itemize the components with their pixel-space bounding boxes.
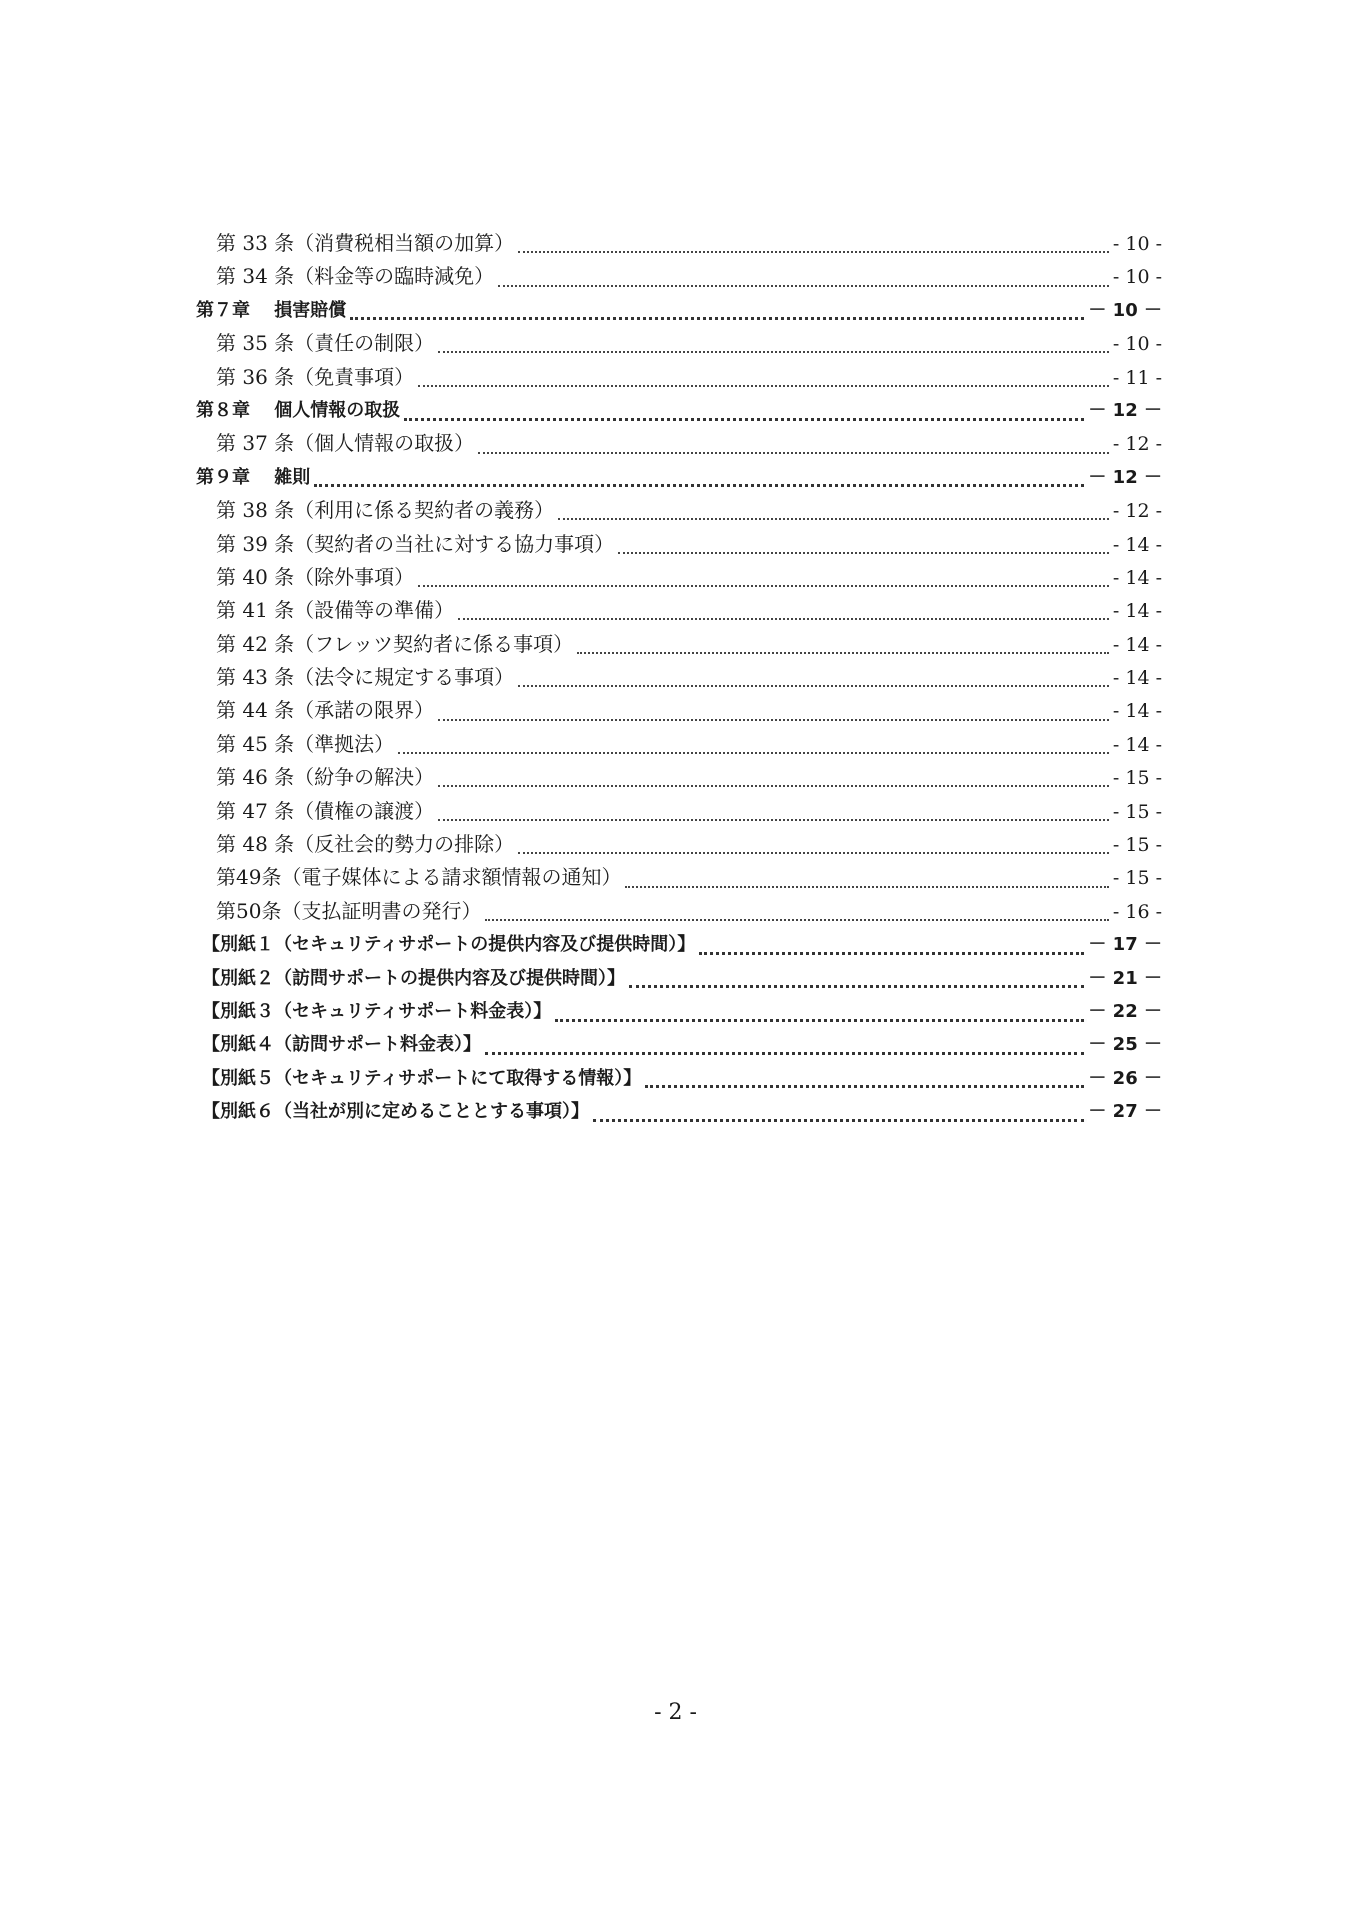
toc-entry-appendix-5[interactable]	[196, 1062, 1162, 1095]
toc-entry-label: 第 46 条（紛争の解決）	[216, 765, 435, 790]
dot-leader	[438, 818, 1109, 821]
toc-entry-article-43[interactable]	[196, 661, 1162, 694]
toc-entry-page: － 12 －	[1088, 399, 1162, 421]
toc-entry-chapter-8[interactable]	[196, 394, 1162, 427]
toc-entry-label: 第 38 条（利用に係る契約者の義務）	[216, 498, 555, 523]
toc-entry-label: 第７章 損害賠償	[196, 299, 347, 321]
toc-entry-page: - 14 -	[1112, 533, 1162, 556]
dot-leader	[577, 651, 1109, 654]
dot-leader	[485, 918, 1108, 921]
dot-leader	[558, 517, 1109, 520]
dot-leader	[438, 718, 1109, 721]
toc-entry-label: 【別紙１（セキュリティサポートの提供内容及び提供時間）】	[202, 934, 696, 956]
toc-entry-article-41[interactable]	[196, 594, 1162, 627]
toc-entry-label: 第 48 条（反社会的勢力の排除）	[216, 832, 515, 857]
dot-leader	[485, 1051, 1084, 1055]
dot-leader	[404, 417, 1084, 421]
toc-entry-label: 第 34 条（料金等の臨時減免）	[216, 264, 495, 289]
toc-entry-article-42[interactable]	[196, 628, 1162, 661]
toc-entry-page: － 27 －	[1088, 1101, 1162, 1123]
toc-entry-page: - 12 -	[1112, 433, 1162, 456]
dot-leader	[629, 984, 1084, 988]
toc-entry-page: - 15 -	[1112, 834, 1162, 857]
toc-entry-label: 第 39 条（契約者の当社に対する協力事項）	[216, 531, 615, 556]
table-of-contents	[196, 227, 1162, 1129]
dot-leader	[438, 350, 1109, 353]
dot-leader	[618, 551, 1109, 554]
toc-entry-label: 第 41 条（設備等の準備）	[216, 598, 455, 623]
toc-entry-label: 第 42 条（フレッツ契約者に係る事項）	[216, 631, 574, 656]
dot-leader	[699, 951, 1084, 955]
toc-entry-page: － 10 －	[1088, 299, 1162, 321]
toc-entry-page: － 12 －	[1088, 466, 1162, 488]
toc-entry-page: - 16 -	[1112, 900, 1162, 923]
toc-entry-label: 【別紙２（訪問サポートの提供内容及び提供時間）】	[202, 967, 625, 989]
toc-entry-appendix-4[interactable]	[196, 1028, 1162, 1061]
dot-leader	[555, 1018, 1084, 1022]
toc-entry-label: 第 45 条（準拠法）	[216, 731, 395, 756]
toc-entry-appendix-2[interactable]	[196, 962, 1162, 995]
toc-entry-page: - 12 -	[1112, 500, 1162, 523]
toc-entry-label: 第 33 条（消費税相当額の加算）	[216, 231, 515, 255]
toc-entry-appendix-1[interactable]	[196, 928, 1162, 961]
toc-entry-chapter-9[interactable]	[196, 461, 1162, 494]
dot-leader	[418, 584, 1109, 587]
dot-leader	[518, 250, 1109, 253]
toc-entry-article-36[interactable]	[196, 361, 1162, 394]
dot-leader	[518, 684, 1109, 687]
toc-entry-label: 第８章 個人情報の取扱	[196, 399, 401, 421]
toc-entry-article-48[interactable]	[196, 828, 1162, 861]
toc-entry-appendix-3[interactable]	[196, 995, 1162, 1028]
toc-entry-page: - 14 -	[1112, 600, 1162, 623]
dot-leader	[350, 316, 1084, 320]
toc-entry-article-45[interactable]	[196, 728, 1162, 761]
toc-entry-page: - 10 -	[1112, 266, 1162, 289]
toc-entry-label: 第 37 条（個人情報の取扱）	[216, 431, 475, 456]
toc-entry-article-50[interactable]	[196, 895, 1162, 928]
toc-entry-page: - 14 -	[1112, 633, 1162, 656]
toc-entry-label: 第 47 条（債権の譲渡）	[216, 798, 435, 823]
toc-entry-page: － 21 －	[1088, 967, 1162, 989]
toc-entry-label: 【別紙３（セキュリティサポート料金表）】	[202, 1000, 552, 1022]
toc-entry-label: 第 44 条（承諾の限界）	[216, 698, 435, 723]
dot-leader	[518, 851, 1109, 854]
toc-entry-label: 第49条（電子媒体による請求額情報の通知）	[216, 865, 622, 890]
toc-entry-page: - 14 -	[1112, 667, 1162, 690]
toc-entry-label: 【別紙４（訪問サポート料金表）】	[202, 1034, 481, 1056]
dot-leader	[478, 451, 1109, 454]
toc-entry-page: - 10 -	[1112, 233, 1162, 255]
dot-leader	[458, 617, 1109, 620]
toc-entry-article-37[interactable]	[196, 427, 1162, 460]
toc-entry-page: - 15 -	[1112, 867, 1162, 890]
toc-entry-page: - 11 -	[1112, 366, 1162, 389]
dot-leader	[593, 1118, 1084, 1122]
toc-entry-label: 第 35 条（責任の制限）	[216, 331, 435, 356]
toc-entry-label: 第 36 条（免責事項）	[216, 364, 415, 389]
toc-entry-page: - 14 -	[1112, 733, 1162, 756]
toc-entry-page: － 22 －	[1088, 1000, 1162, 1022]
toc-entry-article-49[interactable]	[196, 861, 1162, 894]
toc-entry-label: 【別紙５（セキュリティサポートにて取得する情報）】	[202, 1067, 642, 1089]
toc-entry-label: 第 40 条（除外事項）	[216, 564, 415, 589]
dot-leader	[438, 784, 1109, 787]
toc-entry-article-34[interactable]	[196, 260, 1162, 293]
dot-leader	[314, 483, 1084, 487]
toc-entry-label: 第９章 雑則	[196, 466, 311, 488]
dot-leader	[398, 751, 1109, 754]
toc-entry-label: 第50条（支払証明書の発行）	[216, 898, 482, 923]
toc-entry-page: - 10 -	[1112, 333, 1162, 356]
page-number: - 2 -	[654, 1700, 697, 1725]
toc-entry-page: － 25 －	[1088, 1034, 1162, 1056]
toc-entry-article-38[interactable]	[196, 494, 1162, 527]
toc-entry-article-39[interactable]	[196, 528, 1162, 561]
toc-entry-chapter-7[interactable]	[196, 294, 1162, 327]
toc-entry-page: － 17 －	[1088, 934, 1162, 956]
toc-entry-article-47[interactable]	[196, 795, 1162, 828]
toc-entry-article-40[interactable]	[196, 561, 1162, 594]
toc-entry-label: 第 43 条（法令に規定する事項）	[216, 665, 515, 690]
toc-entry-page: - 14 -	[1112, 566, 1162, 589]
toc-entry-label: 【別紙６（当社が別に定めることとする事項）】	[202, 1101, 589, 1123]
toc-entry-page: - 15 -	[1112, 800, 1162, 823]
dot-leader	[645, 1084, 1084, 1088]
toc-entry-page: - 14 -	[1112, 700, 1162, 723]
toc-entry-page: － 26 －	[1088, 1067, 1162, 1089]
dot-leader	[418, 384, 1109, 387]
toc-entry-article-33[interactable]	[196, 227, 1162, 260]
toc-entry-page: - 15 -	[1112, 767, 1162, 790]
dot-leader	[625, 885, 1108, 888]
toc-entry-article-35[interactable]	[196, 327, 1162, 360]
dot-leader	[498, 284, 1109, 287]
toc-entry-article-44[interactable]	[196, 694, 1162, 727]
toc-entry-article-46[interactable]	[196, 761, 1162, 794]
toc-entry-appendix-6[interactable]	[196, 1095, 1162, 1128]
